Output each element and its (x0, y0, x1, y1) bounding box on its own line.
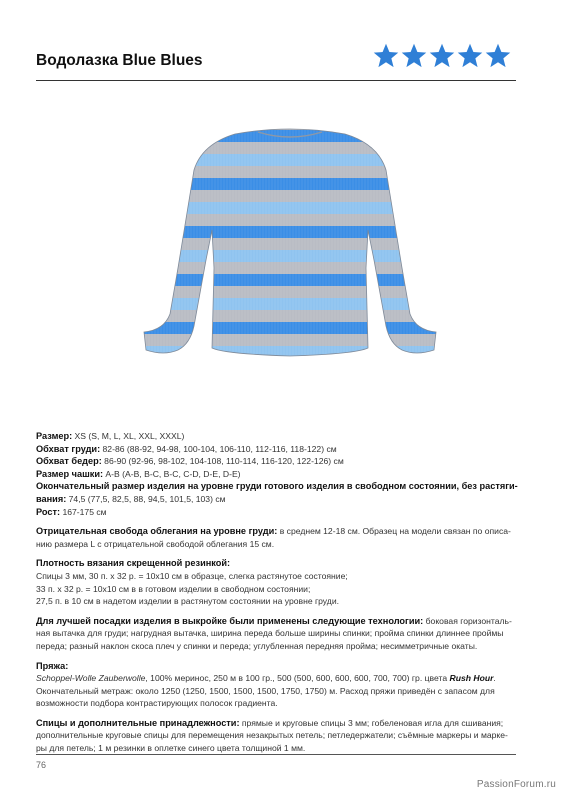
fit-paragraph: Для лучшей посадки изделия в выкройке были применены следующие технологии: боковая горизонталь-ная вытачка для груди; нагрудная вытачка, ширина переда больше ширины спинки; пройма спинки длиннее проймы переда; разный наклон скоса плеч у спинки и переда; углубленная передняя пройма; несимметричные окаты. (36, 615, 512, 651)
star-icon (456, 42, 484, 70)
star-icon (428, 42, 456, 70)
pattern-details (36, 430, 518, 755)
final-size-line: Окончательный размер изделия на уровне груди готового изделия в свободном состоянии, без растяги-вания: 74,5 (77,5, 82,5, 88, 94,5, 101,5, 103) см (36, 481, 518, 504)
star-icon (484, 42, 512, 70)
gauge-heading: Плотность вязания скрещенной резинкой: (36, 558, 231, 569)
title-divider (36, 80, 516, 81)
watermark: PassionForum.ru (476, 779, 556, 790)
tools-paragraph: Спицы и дополнительные принадлежности: прямые и круговые спицы 3 мм; гобеленовая игла для сшивания; дополнительные круговые спицы для перемещения незакрытых петель; петледержатели; съёмные маркеры и марке-ры для петель; 1 м резинки в оплетке синего цвета толщиной 1 мм. (36, 717, 508, 754)
star-icon (372, 42, 400, 70)
rating-stars (372, 42, 512, 70)
hips-line: Обхват бедер: 86-90 (92-96, 98-102, 104-108, 110-114, 116-120, 122-126) см (36, 456, 344, 467)
gauge-line: Спицы 3 мм, 30 п. х 32 р. = 10x10 см в образце, слегка растянутое состояние; (36, 570, 348, 581)
yarn-paragraph: Schoppel-Wolle Zauberwolle, 100% меринос, 250 м в 100 гр., 500 (500, 600, 600, 600, 700, 700) гр. цвета Rush Hour. Окончательный метраж: около 1250 (1250, 1500, 1500, 1500, 1750, 1750) м. Расход пряжи приведён с запасом для возможности подбора контрастирующих полосок градиента. (36, 673, 496, 709)
cup-line: Размер чашки: A-B (A-B, B-C, B-C, C-D, D-E, D-E) (36, 468, 241, 479)
height-line: Рост: 167-175 см (36, 506, 107, 517)
size-line: Размер: XS (S, M, L, XL, XXL, XXXL) (36, 431, 185, 441)
star-icon (400, 42, 428, 70)
page-number: 76 (36, 760, 47, 770)
chest-line: Обхват груди: 82-86 (88-92, 94-98, 100-104, 106-110, 112-116, 118-122) см (36, 443, 337, 454)
sweater-photo (140, 118, 440, 418)
gauge-line: 33 п. х 32 р. = 10x10 см в в готовом изделии в свободном состоянии; (36, 583, 311, 594)
yarn-heading: Пряжа: (36, 660, 69, 671)
page-title: Водолазка Blue Blues (36, 52, 203, 69)
gauge-line: 27,5 п. в 10 см в надетом изделии в растянутом состоянии на уровне груди. (36, 596, 340, 607)
ease-paragraph: Отрицательная свобода облегания на уровне груди: в среднем 12-18 см. Образец на модели связан по описа-нию размера L с отрицательной свободой облегания 15 см. (36, 526, 511, 549)
footer-divider (36, 754, 516, 755)
